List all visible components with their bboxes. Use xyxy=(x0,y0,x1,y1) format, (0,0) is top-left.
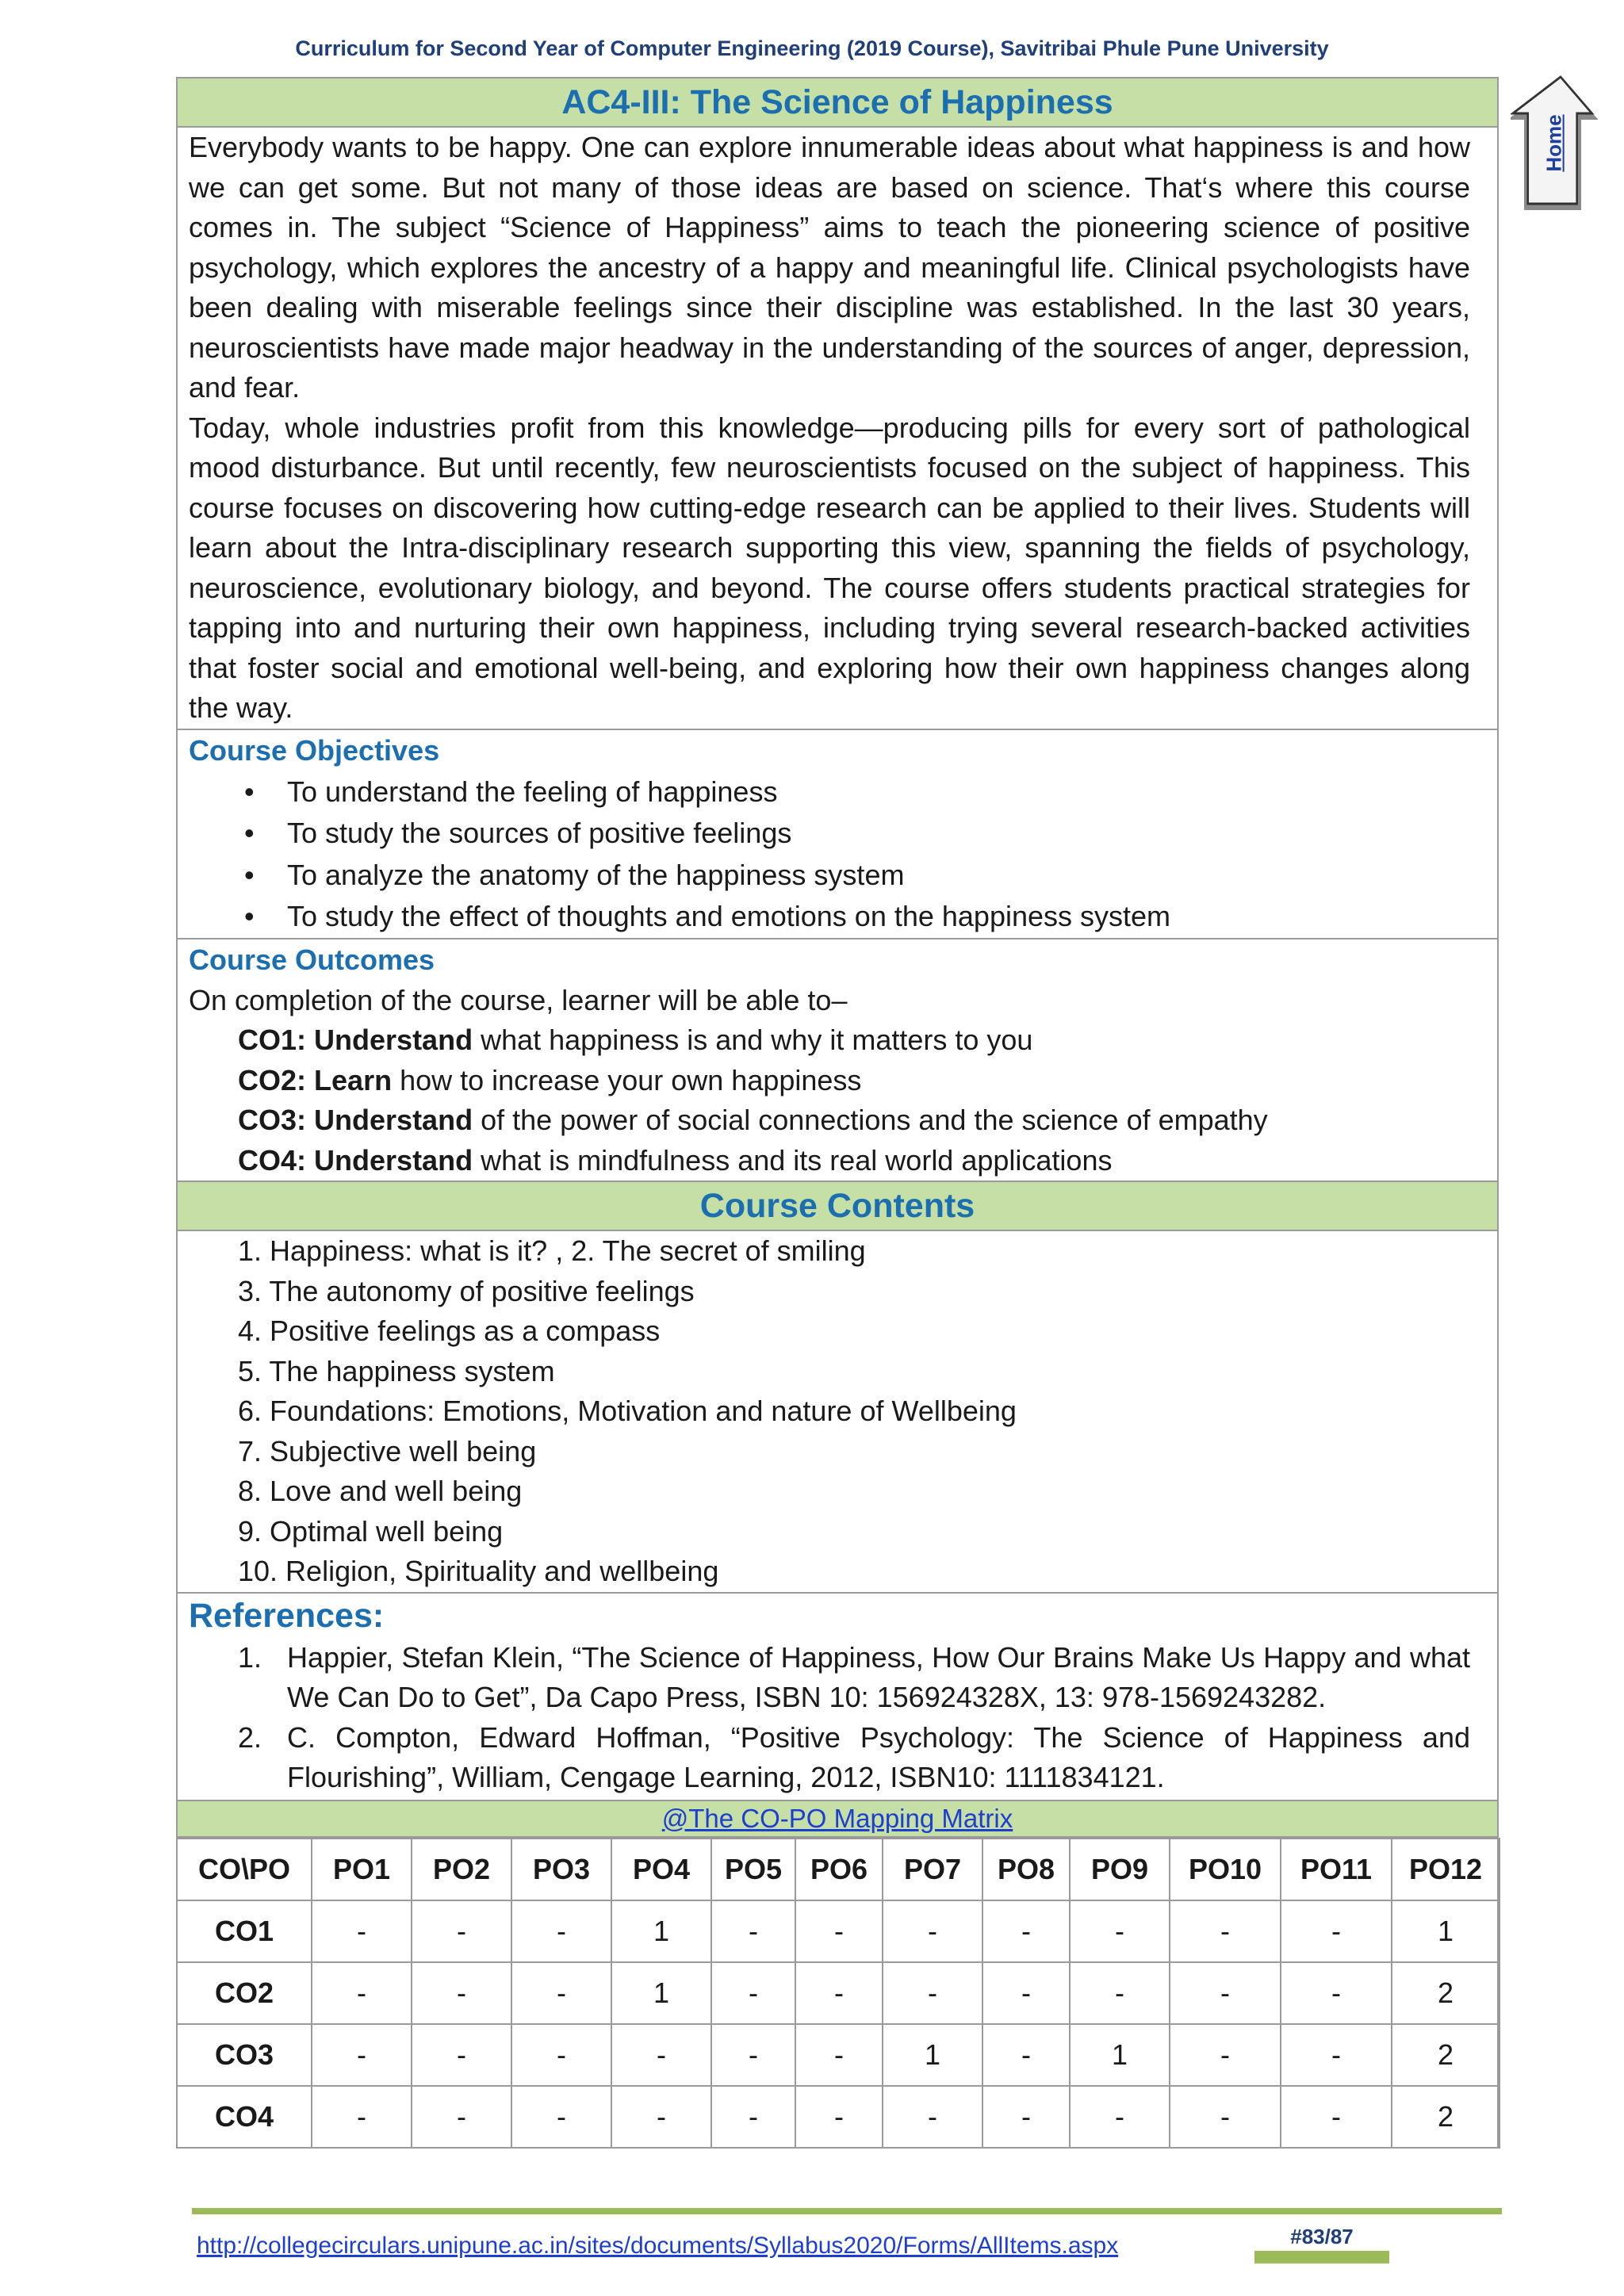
matrix-cell: - xyxy=(982,2024,1070,2086)
matrix-cell: 1 xyxy=(1070,2024,1170,2086)
matrix-row-label: CO2 xyxy=(177,1962,312,2024)
matrix-row-co3 xyxy=(177,2024,1500,2086)
matrix-header-cell: PO4 xyxy=(611,1839,711,1900)
matrix-cell: - xyxy=(711,1900,795,1962)
home-label[interactable]: Home xyxy=(1542,113,1566,172)
matrix-cell: - xyxy=(412,1900,511,1962)
matrix-cell: - xyxy=(1170,2024,1281,2086)
matrix-cell: - xyxy=(795,1900,883,1962)
matrix-header-cell: PO11 xyxy=(1281,1839,1392,1900)
matrix-cell: - xyxy=(1070,1900,1170,1962)
co-po-matrix xyxy=(176,1838,1500,2149)
matrix-row-co2 xyxy=(177,1962,1500,2024)
content-item: 5. The happiness system xyxy=(238,1354,555,1387)
matrix-cell: - xyxy=(611,2024,711,2086)
objectives-heading: Course Objectives xyxy=(189,733,440,767)
matrix-cell: - xyxy=(711,2086,795,2148)
matrix-cell: - xyxy=(312,1900,412,1962)
footer-url-link[interactable]: http://collegecirculars.unipune.ac.in/sites/documents/Syllabus2020/Forms/AllItems.aspx xyxy=(197,2233,1119,2259)
matrix-cell: - xyxy=(511,1900,611,1962)
matrix-cell: - xyxy=(982,1962,1070,2024)
matrix-cell: - xyxy=(1170,1962,1281,2024)
reference-item: 2. C. Compton, Edward Hoffman, “Positive Psychology: The Science of Happiness and Flourishing”, William, Cengage Learning, 2012, ISBN10: 1111834121. xyxy=(238,1720,1470,1793)
matrix-cell: - xyxy=(312,2086,412,2148)
outcome-item-co4: CO4: Understand what is mindfulness and its real world applications xyxy=(238,1143,1113,1177)
intro-paragraph-1: Everybody wants to be happy. One can explore innumerable ideas about what happiness is and how we can get some. But not many of those ideas are based on science. That‘s where this course comes in. The subject “Science of Happiness” aims to teach the pioneering science of positive psychology, which explores the ancestry of a happy and meaningful life. Clinical psychologists have been dealing with miserable feelings since their discipline was established. In the last 30 years, neuroscientists have made major headway in the understanding of the sources of anger, depression, and fear. xyxy=(189,131,1470,404)
objective-item: • To analyze the anatomy of the happiness system xyxy=(244,855,1470,897)
matrix-cell: - xyxy=(1281,2024,1392,2086)
reference-item: 1. Happier, Stefan Klein, “The Science of Happiness, How Our Brains Make Us Happy and what We Can Do to Get”, Da Capo Press, ISBN 10: 156924328X, 13: 978-1569243282. xyxy=(238,1640,1470,1713)
matrix-header-cell: PO9 xyxy=(1070,1839,1170,1900)
matrix-cell: - xyxy=(412,2086,511,2148)
page-number: #83/87 xyxy=(1290,2225,1354,2248)
matrix-cell: - xyxy=(1281,1900,1392,1962)
matrix-cell: - xyxy=(1281,2086,1392,2148)
matrix-cell: - xyxy=(511,2024,611,2086)
outcomes-section xyxy=(178,939,1497,1183)
intro-section xyxy=(178,128,1497,730)
syllabus-frame xyxy=(176,77,1499,2149)
matrix-cell: - xyxy=(312,1962,412,2024)
content-item: 7. Subjective well being xyxy=(238,1434,537,1468)
outcome-item-co1: CO1: Understand what happiness is and why it matters to you xyxy=(238,1024,1033,1056)
matrix-cell: - xyxy=(312,2024,412,2086)
matrix-row-label: CO4 xyxy=(177,2086,312,2148)
content-item: 10. Religion, Spirituality and wellbeing xyxy=(238,1555,719,1587)
matrix-cell: - xyxy=(1070,2086,1170,2148)
matrix-cell: - xyxy=(795,2024,883,2086)
matrix-header-row xyxy=(177,1839,1500,1900)
mapping-matrix-link[interactable]: @The CO-PO Mapping Matrix xyxy=(661,1803,1013,1833)
matrix-cell: 1 xyxy=(611,1900,711,1962)
matrix-cell: - xyxy=(711,2024,795,2086)
matrix-cell: - xyxy=(611,2086,711,2148)
matrix-header-cell: PO12 xyxy=(1392,1839,1500,1900)
matrix-cell: - xyxy=(883,1962,982,2024)
contents-heading: Course Contents xyxy=(178,1182,1497,1231)
matrix-row-co4 xyxy=(177,2086,1500,2148)
matrix-cell: - xyxy=(1170,1900,1281,1962)
matrix-cell: - xyxy=(795,2086,883,2148)
matrix-cell: - xyxy=(883,1900,982,1962)
content-item: 1. Happiness: what is it? , 2. The secret of smiling xyxy=(238,1234,866,1267)
matrix-cell: - xyxy=(1070,1962,1170,2024)
matrix-cell: 1 xyxy=(1392,1900,1500,1962)
objective-item: • To study the sources of positive feelings xyxy=(244,813,1470,855)
matrix-header-cell: PO6 xyxy=(795,1839,883,1900)
matrix-row-label: CO1 xyxy=(177,1900,312,1962)
matrix-row-co1 xyxy=(177,1900,1500,1962)
outcome-item-co3: CO3: Understand of the power of social connections and the science of empathy xyxy=(238,1104,1268,1136)
matrix-cell: 2 xyxy=(1392,1962,1500,2024)
matrix-cell: - xyxy=(795,1962,883,2024)
matrix-cell: - xyxy=(412,1962,511,2024)
content-item: 3. The autonomy of positive feelings xyxy=(238,1274,695,1307)
course-title: AC4-III: The Science of Happiness xyxy=(178,78,1497,128)
matrix-cell: - xyxy=(982,2086,1070,2148)
matrix-cell: - xyxy=(883,2086,982,2148)
matrix-row-label: CO3 xyxy=(177,2024,312,2086)
matrix-header-cell: PO8 xyxy=(982,1839,1070,1900)
matrix-cell: 1 xyxy=(883,2024,982,2086)
matrix-cell: 2 xyxy=(1392,2086,1500,2148)
contents-section xyxy=(178,1231,1497,1594)
document-header: Curriculum for Second Year of Computer Engineering (2019 Course), Savitribai Phule Pune University xyxy=(295,36,1329,60)
matrix-cell: - xyxy=(982,1900,1070,1962)
page-number-badge xyxy=(1254,2225,1389,2263)
matrix-header-cell: PO10 xyxy=(1170,1839,1281,1900)
matrix-cell: - xyxy=(1170,2086,1281,2148)
matrix-cell: - xyxy=(711,1962,795,2024)
matrix-header-cell: PO2 xyxy=(412,1839,511,1900)
outcomes-heading: Course Outcomes xyxy=(189,943,435,976)
matrix-cell: 1 xyxy=(611,1962,711,2024)
objective-item: • To understand the feeling of happiness xyxy=(244,771,1470,813)
references-section xyxy=(178,1594,1497,1800)
page-number-bar xyxy=(1254,2251,1389,2263)
matrix-header-cell: PO7 xyxy=(883,1839,982,1900)
matrix-cell: - xyxy=(412,2024,511,2086)
outcome-item-co2: CO2: Learn how to increase your own happiness xyxy=(238,1063,862,1096)
matrix-header-cell: CO\PO xyxy=(177,1839,312,1900)
matrix-cell: 2 xyxy=(1392,2024,1500,2086)
objective-item: • To study the effect of thoughts and emotions on the happiness system xyxy=(244,896,1470,938)
matrix-header-cell: PO1 xyxy=(312,1839,412,1900)
objectives-section xyxy=(178,730,1497,939)
references-heading: References: xyxy=(189,1596,385,1635)
matrix-header-cell: PO5 xyxy=(711,1839,795,1900)
mapping-matrix-band xyxy=(178,1800,1497,1838)
matrix-cell: - xyxy=(511,2086,611,2148)
matrix-header-cell: PO3 xyxy=(511,1839,611,1900)
matrix-cell: - xyxy=(1281,1962,1392,2024)
outcomes-lead: On completion of the course, learner will be able to– xyxy=(189,983,848,1016)
content-item: 9. Optimal well being xyxy=(238,1514,504,1548)
content-item: 4. Positive feelings as a compass xyxy=(238,1314,661,1347)
content-item: 6. Foundations: Emotions, Motivation and nature of Wellbeing xyxy=(238,1395,1017,1427)
footer-divider xyxy=(192,2208,1502,2214)
intro-paragraph-2: Today, whole industries profit from this knowledge—producing pills for every sort of pathological mood disturbance. But until recently, few neuroscientists focused on the subject of happiness. This course focuses on discovering how cutting-edge research can be applied to their lives. Students will learn about the Intra-disciplinary research supporting this view, spanning the fields of psychology, neuroscience, evolutionary biology, and beyond. The course offers students practical strategies for tapping into and nurturing their own happiness, including trying several research-backed activities that foster social and emotional well-being, and exploring how their own happiness changes along the way. xyxy=(189,411,1470,724)
content-item: 8. Love and well being xyxy=(238,1475,523,1507)
matrix-cell: - xyxy=(511,1962,611,2024)
home-button[interactable] xyxy=(1511,75,1598,210)
